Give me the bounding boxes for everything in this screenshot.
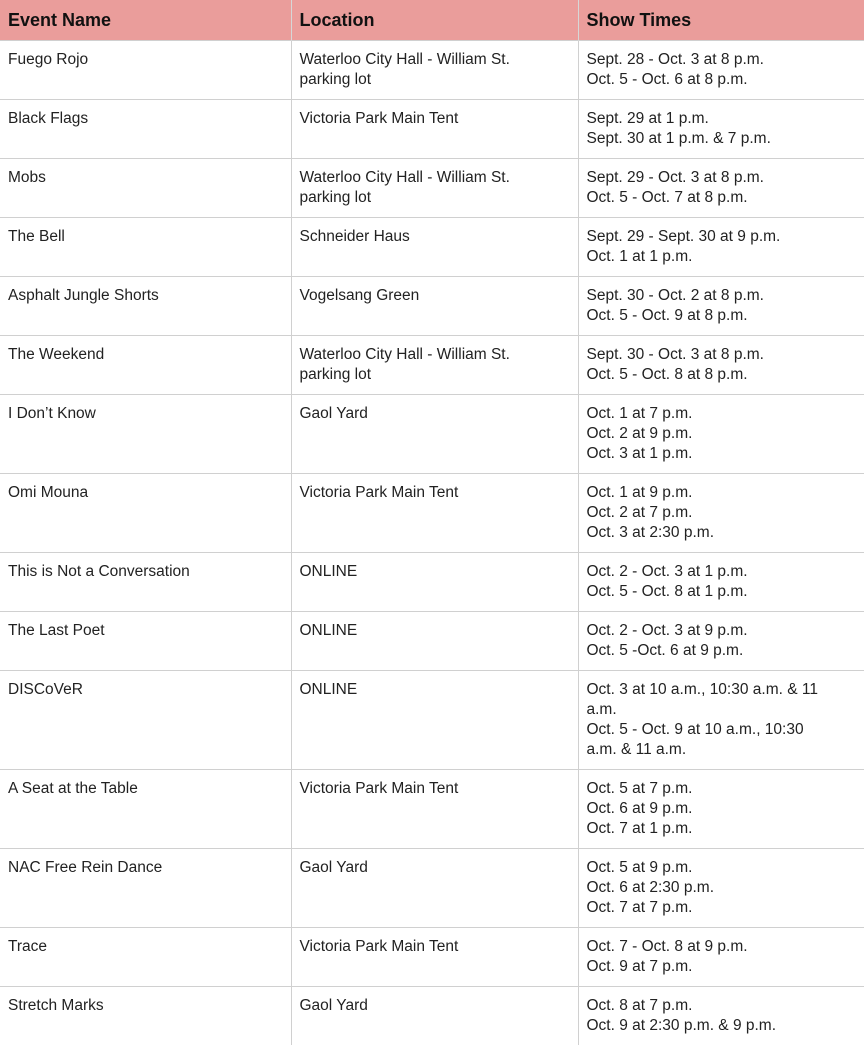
show-times-cell [578, 671, 864, 770]
table-row [0, 849, 864, 928]
location-line: Schneider Haus [300, 227, 570, 247]
event-name-cell: Omi Mouna [0, 474, 291, 553]
event-name-cell: Black Flags [0, 100, 291, 159]
table-row [0, 277, 864, 336]
location-line: Vogelsang Green [300, 286, 570, 306]
location-cell [291, 41, 578, 100]
show-time-line: Oct. 5 - Oct. 8 at 8 p.m. [587, 365, 857, 385]
location-cell [291, 849, 578, 928]
location-cell [291, 671, 578, 770]
show-times-cell [578, 770, 864, 849]
table-header [0, 0, 864, 41]
location-line: ONLINE [300, 621, 570, 641]
show-time-line: Oct. 6 at 9 p.m. [587, 799, 857, 819]
show-time-line: Sept. 29 at 1 p.m. [587, 109, 857, 129]
show-time-line: Sept. 28 - Oct. 3 at 8 p.m. [587, 50, 857, 70]
table-row [0, 100, 864, 159]
show-time-line: Oct. 9 at 7 p.m. [587, 957, 857, 977]
event-name-cell: I Don’t Know [0, 395, 291, 474]
event-name-cell: Fuego Rojo [0, 41, 291, 100]
show-time-line: Oct. 2 at 7 p.m. [587, 503, 857, 523]
location-cell [291, 474, 578, 553]
show-time-line: Oct. 1 at 9 p.m. [587, 483, 857, 503]
location-line: Victoria Park Main Tent [300, 779, 570, 799]
location-cell [291, 159, 578, 218]
show-time-line: Oct. 5 -Oct. 6 at 9 p.m. [587, 641, 857, 661]
show-time-line: Oct. 3 at 1 p.m. [587, 444, 857, 464]
location-line: ONLINE [300, 680, 570, 700]
table-row [0, 987, 864, 1045]
show-time-line: Oct. 2 - Oct. 3 at 1 p.m. [587, 562, 857, 582]
show-times-cell [578, 218, 864, 277]
event-name-cell: Trace [0, 928, 291, 987]
show-times-cell [578, 849, 864, 928]
location-line: ONLINE [300, 562, 570, 582]
location-line: Waterloo City Hall - William St. [300, 345, 570, 365]
show-time-line: Sept. 29 - Oct. 3 at 8 p.m. [587, 168, 857, 188]
header-event-name: Event Name [0, 0, 291, 41]
table-row [0, 553, 864, 612]
location-cell [291, 553, 578, 612]
show-times-cell [578, 159, 864, 218]
location-line: Gaol Yard [300, 996, 570, 1016]
header-location: Location [291, 0, 578, 41]
show-time-line: Oct. 7 - Oct. 8 at 9 p.m. [587, 937, 857, 957]
show-time-line: Oct. 5 at 9 p.m. [587, 858, 857, 878]
table-row [0, 218, 864, 277]
location-line: Waterloo City Hall - William St. [300, 50, 570, 70]
show-time-line: Oct. 5 - Oct. 7 at 8 p.m. [587, 188, 857, 208]
location-cell [291, 987, 578, 1045]
show-time-line: Sept. 30 - Oct. 2 at 8 p.m. [587, 286, 857, 306]
location-cell [291, 218, 578, 277]
show-time-line: Oct. 2 at 9 p.m. [587, 424, 857, 444]
location-cell [291, 395, 578, 474]
show-times-cell [578, 987, 864, 1045]
show-time-line: Sept. 29 - Sept. 30 at 9 p.m. [587, 227, 857, 247]
location-line: Waterloo City Hall - William St. [300, 168, 570, 188]
table-row [0, 41, 864, 100]
table-row [0, 159, 864, 218]
location-line: Gaol Yard [300, 404, 570, 424]
event-name-cell: Asphalt Jungle Shorts [0, 277, 291, 336]
show-times-cell [578, 277, 864, 336]
event-name-cell: Stretch Marks [0, 987, 291, 1045]
table-row [0, 474, 864, 553]
event-name-cell: The Last Poet [0, 612, 291, 671]
show-times-cell [578, 474, 864, 553]
location-line: Gaol Yard [300, 858, 570, 878]
location-line: Victoria Park Main Tent [300, 109, 570, 129]
location-line: Victoria Park Main Tent [300, 483, 570, 503]
show-time-line: Oct. 5 - Oct. 9 at 8 p.m. [587, 306, 857, 326]
location-cell [291, 277, 578, 336]
location-line: parking lot [300, 188, 570, 208]
location-cell [291, 928, 578, 987]
header-row [0, 0, 864, 41]
show-times-cell [578, 395, 864, 474]
table-row [0, 770, 864, 849]
show-time-line: Sept. 30 at 1 p.m. & 7 p.m. [587, 129, 857, 149]
header-show-times: Show Times [578, 0, 864, 41]
table-row [0, 612, 864, 671]
event-name-cell: DISCoVeR [0, 671, 291, 770]
show-time-line: Oct. 5 - Oct. 8 at 1 p.m. [587, 582, 857, 602]
show-times-cell [578, 928, 864, 987]
table-row [0, 336, 864, 395]
show-time-line: Oct. 1 at 1 p.m. [587, 247, 857, 267]
show-times-cell [578, 336, 864, 395]
table-row [0, 928, 864, 987]
location-cell [291, 100, 578, 159]
location-line: Victoria Park Main Tent [300, 937, 570, 957]
show-time-line: Oct. 3 at 2:30 p.m. [587, 523, 857, 543]
show-times-cell [578, 553, 864, 612]
show-time-line: a.m. [587, 700, 857, 720]
show-time-line: Oct. 2 - Oct. 3 at 9 p.m. [587, 621, 857, 641]
location-cell [291, 770, 578, 849]
show-time-line: a.m. & 11 a.m. [587, 740, 857, 760]
table-row [0, 671, 864, 770]
show-time-line: Sept. 30 - Oct. 3 at 8 p.m. [587, 345, 857, 365]
event-name-cell: Mobs [0, 159, 291, 218]
event-name-cell: The Weekend [0, 336, 291, 395]
show-time-line: Oct. 7 at 7 p.m. [587, 898, 857, 918]
show-time-line: Oct. 9 at 2:30 p.m. & 9 p.m. [587, 1016, 857, 1036]
location-line: parking lot [300, 365, 570, 385]
table-body [0, 41, 864, 1045]
event-name-cell: NAC Free Rein Dance [0, 849, 291, 928]
show-time-line: Oct. 8 at 7 p.m. [587, 996, 857, 1016]
show-time-line: Oct. 5 - Oct. 9 at 10 a.m., 10:30 [587, 720, 857, 740]
show-time-line: Oct. 1 at 7 p.m. [587, 404, 857, 424]
show-times-cell [578, 41, 864, 100]
event-name-cell: The Bell [0, 218, 291, 277]
event-name-cell: A Seat at the Table [0, 770, 291, 849]
show-time-line: Oct. 3 at 10 a.m., 10:30 a.m. & 11 [587, 680, 857, 700]
show-time-line: Oct. 5 at 7 p.m. [587, 779, 857, 799]
location-cell [291, 336, 578, 395]
location-line: parking lot [300, 70, 570, 90]
show-times-cell [578, 100, 864, 159]
location-cell [291, 612, 578, 671]
table-row [0, 395, 864, 474]
show-time-line: Oct. 6 at 2:30 p.m. [587, 878, 857, 898]
event-name-cell: This is Not a Conversation [0, 553, 291, 612]
show-time-line: Oct. 5 - Oct. 6 at 8 p.m. [587, 70, 857, 90]
show-times-cell [578, 612, 864, 671]
show-time-line: Oct. 7 at 1 p.m. [587, 819, 857, 839]
